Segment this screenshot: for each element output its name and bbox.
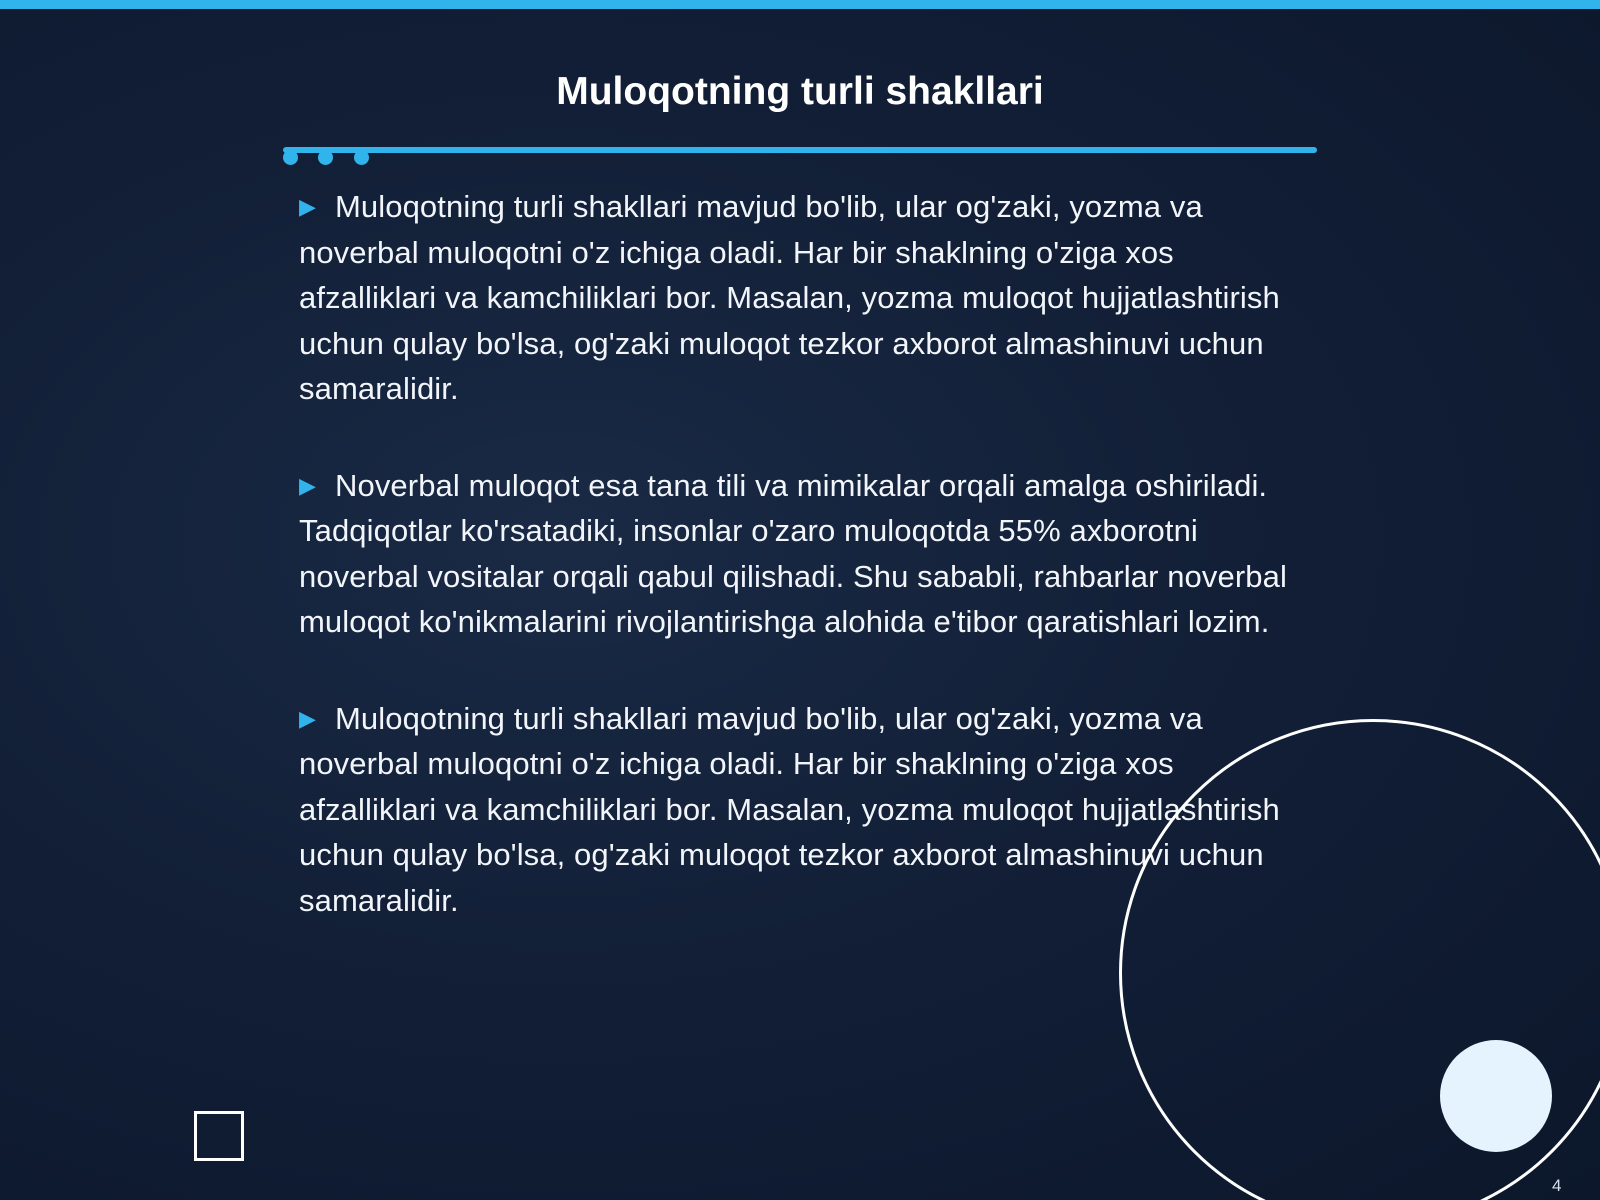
- bullet-paragraph: [299, 463, 1299, 645]
- decorative-dot: [354, 150, 369, 165]
- title-underline: [283, 147, 1317, 153]
- bullet-paragraph: [299, 184, 1299, 412]
- bullet-arrow-icon: ▶: [299, 194, 317, 219]
- paragraph-text: Noverbal muloqot esa tana tili va mimikalar orqali amalga oshiriladi. Tadqiqotlar ko'rsatadiki, insonlar o'zaro muloqotda 55% axborotni noverbal vositalar orqali qabul qilishadi. Shu sababli, rahbarlar noverbal muloqot ko'nikmalarini rivojlantirishga alohida e'tibor qaratishlari lozim.: [299, 467, 1287, 639]
- top-accent-bar: [0, 0, 1600, 9]
- page-number: 4: [1552, 1176, 1562, 1195]
- decorative-dot: [283, 150, 298, 165]
- decorative-square: [194, 1111, 244, 1161]
- paragraph-text: Muloqotning turli shakllari mavjud bo'lib, ular og'zaki, yozma va noverbal muloqotni o'z ichiga oladi. Har bir shaklning o'ziga xos afzalliklari va kamchiliklari bor. Masalan, yozma muloqot hujjatlashtirish uchun qulay bo'lsa, og'zaki muloqot tezkor axborot almashinuvi uchun samaralidir.: [299, 189, 1280, 406]
- decorative-filled-circle: [1440, 1040, 1552, 1152]
- bullet-arrow-icon: ▶: [299, 705, 317, 731]
- slide-title: Muloqotning turli shakllari: [556, 70, 1044, 113]
- paragraph-text: Muloqotning turli shakllari mavjud bo'lib, ular og'zaki, yozma va noverbal muloqotni o'z ichiga oladi. Har bir shaklning o'ziga xos afzalliklari va kamchiliklari bor. Masalan, yozma muloqot hujjatlashtirish uchun qulay bo'lsa, og'zaki muloqot tezkor axborot almashinuvi uchun samaralidir.: [299, 700, 1280, 918]
- bullet-arrow-icon: ▶: [299, 472, 317, 498]
- decorative-dot: [318, 150, 333, 165]
